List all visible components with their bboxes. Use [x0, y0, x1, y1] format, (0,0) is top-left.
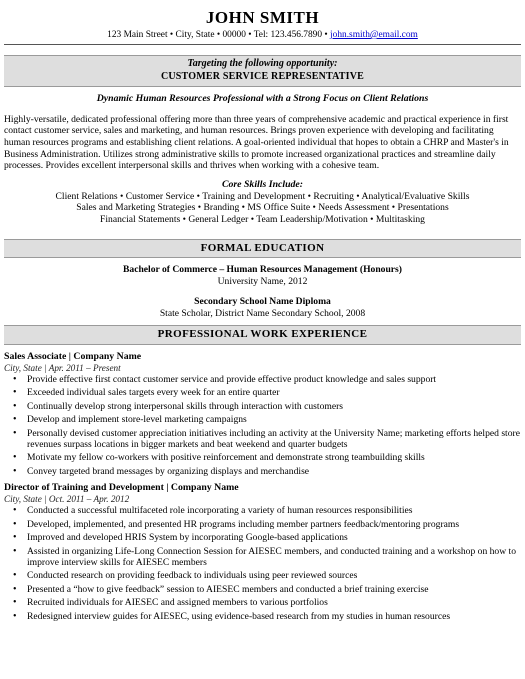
email-link[interactable]: john.smith@email.com — [330, 30, 418, 40]
core-skills-line: Sales and Marketing Strategies • Branding • MS Office Suite • Needs Assessment • Presentations — [76, 202, 449, 214]
job-bullets — [4, 505, 521, 622]
target-position: CUSTOMER SERVICE REPRESENTATIVE — [160, 70, 365, 82]
target-intro: Targeting the following opportunity: — [187, 58, 338, 70]
job-bullet: • Conducted research on providing feedback to individuals using peer reviewed sources — [4, 570, 521, 581]
job-bullet: • Develop and implement store-level marketing campaigns — [4, 414, 521, 425]
profile-summary: Highly-versatile, dedicated professional offering more than three years of comprehensive academic and practical experience in first contact customer service, sales and marketing, and human resources. Brings proven experience with developing and facilitating human resources programs and establishing client relations. A goal-oriented individual that hopes to obtain a CHRP and Master's in Business Administration. Utilizes strong administrative skills to promote increased organizational practices and streamline daily processes. Provides excellent interpersonal skills and thrives when working with a cohesive team. — [4, 113, 509, 172]
job-bullet: • Redesigned interview guides for AIESEC, using evidence-based research from my studies in human resources — [4, 611, 521, 622]
education-heading: FORMAL EDUCATION — [4, 239, 521, 258]
education-entry — [4, 296, 521, 319]
core-skills-line: Client Relations • Customer Service • Training and Development • Recruiting • Analytical/Evaluative Skills — [55, 190, 470, 202]
job-location-dates: City, State | Apr. 2011 – Present — [4, 362, 121, 373]
core-skills-title: Core Skills Include: — [221, 178, 304, 190]
job-bullet: • Developed, implemented, and presented HR programs including member partners feedback/mentoring programs — [4, 519, 521, 530]
degree-detail: University Name, 2012 — [217, 275, 308, 287]
degree-title: Bachelor of Commerce – Human Resources Management (Honours) — [123, 264, 402, 276]
contact-line — [4, 30, 521, 41]
experience-heading: PROFESSIONAL WORK EXPERIENCE — [4, 325, 521, 344]
candidate-name: JOHN SMITH — [205, 8, 320, 27]
job-title: Director of Training and Development | Company Name — [4, 482, 239, 494]
job-bullet: • Exceeded individual sales targets every week for an entire quarter — [4, 387, 521, 398]
degree-title: Secondary School Name Diploma — [194, 296, 331, 308]
degree-detail: State Scholar, District Name Secondary School, 2008 — [159, 307, 366, 319]
job-entry — [4, 351, 521, 477]
job-bullet: • Presented a “how to give feedback” session to AIESEC members and conducted a brief training exercise — [4, 584, 521, 595]
job-bullet: • Personally devised customer appreciation initiatives including an activity at the University Name; marketing efforts helped store revenues surpass locations in bigger markets and beat weekend and quarter budgets — [4, 428, 521, 451]
core-skills-line: Financial Statements • General Ledger • Team Leadership/Motivation • Multitasking — [100, 214, 425, 226]
target-banner — [4, 55, 521, 86]
job-bullet: • Conducted a successful multifaceted role incorporating a variety of human resources responsibilities — [4, 505, 521, 516]
job-title: Sales Associate | Company Name — [4, 350, 142, 362]
job-bullet: • Convey targeted brand messages by organizing displays and merchandise — [4, 466, 521, 477]
job-bullet: • Continually develop strong interpersonal skills through interaction with customers — [4, 401, 521, 412]
core-skills-list — [4, 191, 521, 226]
job-entry — [4, 482, 521, 622]
header-divider — [4, 44, 521, 45]
job-bullet: • Assisted in organizing Life-Long Connection Session for AIESEC members, and conducted training and a workshop on how to improve interview skills for AIESEC members — [4, 546, 521, 569]
job-location-dates: City, State | Oct. 2011 – Apr. 2012 — [4, 494, 130, 505]
job-bullet: • Improved and developed HRIS System by incorporating Google-based applications — [4, 532, 521, 543]
job-bullet: • Provide effective first contact customer service and provide effective product knowledge and sales support — [4, 374, 521, 385]
contact-details: 123 Main Street • City, State • 00000 • Tel: 123.456.7890 • — [107, 30, 328, 40]
profile-headline: Dynamic Human Resources Professional with a Strong Focus on Client Relations — [96, 92, 429, 104]
job-bullet: • Recruited individuals for AIESEC and assigned members to various portfolios — [4, 597, 521, 608]
job-bullets — [4, 374, 521, 477]
job-bullet: • Motivate my fellow co-workers with positive reinforcement and demonstrate strong teambuilding skills — [4, 452, 521, 463]
education-entry — [4, 264, 521, 287]
